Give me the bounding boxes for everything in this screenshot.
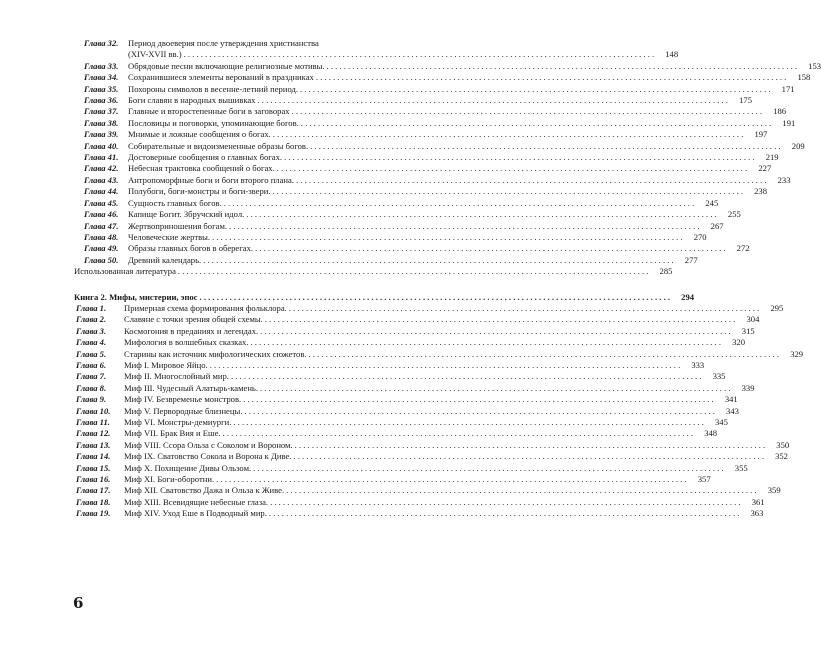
toc-leader-dots — [233, 417, 704, 428]
toc-entry-title: Пословицы и поговорки, упоминающие богов. — [128, 117, 299, 128]
toc-leader-dots — [257, 95, 728, 106]
toc-entry-title-cont: (XIV-XVII вв.) — [128, 49, 182, 60]
chapter-label: Глава 8. — [76, 382, 107, 393]
toc-leader-dots — [293, 451, 764, 462]
book-page: 294 — [681, 291, 695, 302]
toc-entry-page: 219 — [765, 152, 779, 163]
toc-entry-page: 335 — [712, 371, 726, 382]
toc-entry-title: Старины как источник мифологических сюжетов. — [124, 348, 307, 359]
toc-entry-row[interactable] — [74, 371, 726, 382]
toc-entry-page: 339 — [741, 382, 755, 393]
toc-entry-page: 315 — [741, 325, 755, 336]
toc-entry-page: 267 — [710, 220, 724, 231]
toc-entry-page: 148 — [665, 49, 679, 60]
chapter-label: Глава 13. — [76, 439, 111, 450]
toc-entry-title: Миф II. Многослойный мир. — [124, 371, 229, 382]
toc-leader-dots — [310, 141, 781, 152]
chapter-label: Глава 41. — [84, 152, 119, 163]
toc-entry-row[interactable] — [74, 405, 739, 417]
toc-entry-row[interactable] — [74, 337, 745, 348]
toc-entry-row[interactable] — [74, 359, 705, 371]
toc-leader-dots — [296, 175, 767, 186]
toc-leader-dots — [184, 49, 655, 60]
chapter-label: Глава 35. — [84, 83, 119, 94]
toc-leader-dots — [224, 198, 695, 209]
chapter-label: Глава 17. — [76, 485, 111, 496]
chapter-label: Глава 12. — [76, 428, 111, 439]
chapter-label: Глава 45. — [84, 197, 119, 208]
toc-leader-dots — [270, 497, 741, 508]
toc-entry-title: Славяне с точки зрения общей схемы. — [124, 314, 263, 325]
toc-entry-title: Боги славян в народных вышивках — [128, 95, 256, 106]
chapter-label: Глава 19. — [76, 508, 111, 519]
toc-entry-title: Миф III. Чудесный Алатырь-камень. — [124, 382, 258, 393]
toc-entry-page: 158 — [797, 72, 811, 83]
chapter-label: Глава 15. — [76, 462, 111, 473]
toc-entry-title: Жертвоприношения богам. — [128, 220, 228, 231]
toc-leader-dots — [300, 84, 771, 95]
toc-entry-row[interactable] — [74, 243, 750, 254]
toc-entry-page: 233 — [777, 174, 791, 185]
toc-entry-title: Мифология в волшебных сказках. — [124, 337, 249, 348]
toc-leader-dots — [216, 474, 687, 485]
chapter-label: Глава 4. — [76, 337, 107, 348]
toc-entry-title: Миф V. Первородные близнецы. — [124, 405, 243, 416]
toc-leader-dots — [210, 360, 681, 371]
toc-entry-title: Главные и второстепенные боги в заговорах — [128, 106, 290, 117]
chapter-label: Глава 32. — [84, 38, 119, 48]
chapter-label: Глава 46. — [84, 209, 119, 220]
toc-entry-page: 191 — [782, 117, 796, 128]
toc-entry-page: 361 — [751, 496, 765, 507]
chapter-label: Глава 7. — [76, 371, 107, 382]
toc-entry-row[interactable] — [74, 462, 748, 474]
toc-entry-title: Капище Богит. Збручский идол. — [128, 209, 245, 220]
toc-leader-dots — [212, 232, 683, 243]
toc-entry-row[interactable] — [74, 106, 787, 117]
chapter-label: Глава 9. — [76, 394, 107, 405]
toc-leader-dots — [255, 243, 726, 254]
toc-entry-page: 343 — [726, 405, 739, 416]
toc-entry-page: 255 — [727, 209, 741, 220]
toc-entry-title: Период двоеверия после утверждения христианства — [128, 38, 319, 48]
chapter-label: Глава 14. — [76, 451, 111, 462]
toc-entry-title: Миф I. Мировое Яйцо. — [124, 359, 208, 370]
toc-entry-row[interactable] — [74, 314, 760, 325]
toc-entry-row[interactable] — [74, 209, 741, 220]
toc-entry-page: 245 — [705, 197, 719, 208]
toc-leader-dots — [289, 303, 760, 314]
toc-entry-title: Миф XI. Боги-оборотни. — [124, 474, 215, 485]
toc-entry-title: Миф VI. Монстры-демиурги. — [124, 417, 232, 427]
section-gap — [74, 278, 428, 292]
toc-leader-dots — [327, 61, 798, 72]
chapter-label: Глава 18. — [76, 496, 111, 507]
toc-entry-page: 238 — [754, 186, 768, 197]
chapter-label: Глава 3. — [76, 325, 107, 336]
toc-entry-row[interactable] — [74, 38, 428, 49]
chapter-label: Глава 37. — [84, 106, 119, 117]
toc-entry-title: Космогония в преданиях и легендах. — [124, 325, 259, 336]
toc-entry-page: 341 — [724, 394, 738, 405]
toc-entry-row[interactable] — [74, 174, 791, 186]
toc-entry-continuation — [74, 49, 679, 60]
chapter-label: Глава 36. — [84, 95, 119, 106]
chapter-label: Глава 40. — [84, 140, 119, 151]
toc-leader-dots — [309, 349, 780, 360]
toc-entry-row[interactable] — [74, 95, 752, 106]
chapter-label: Глава 50. — [84, 254, 119, 265]
toc-entry-title: Использованная литература — [74, 266, 176, 277]
toc-entry-row[interactable] — [74, 382, 755, 394]
toc-leader-dots — [260, 383, 731, 394]
toc-entry-page: 171 — [781, 83, 795, 94]
toc-leader-dots — [260, 326, 731, 337]
toc-entry-title: Миф VIII. Ссора Ольза с Соколом и Вороном. — [124, 439, 293, 450]
chapter-label: Глава 38. — [84, 117, 119, 128]
chapter-label: Глава 11. — [76, 417, 110, 427]
toc-entry-title: Сущность главных богов. — [128, 197, 222, 208]
chapter-label: Глава 48. — [84, 231, 119, 242]
toc-leader-dots — [231, 371, 702, 382]
chapter-label: Глава 42. — [84, 163, 119, 174]
toc-entry-row[interactable] — [74, 439, 790, 451]
toc-leader-dots — [265, 314, 736, 325]
toc-leader-dots — [250, 337, 721, 348]
toc-entry-row[interactable] — [74, 152, 779, 163]
chapter-label: Глава 5. — [76, 348, 107, 359]
toc-entry-page: 272 — [736, 243, 750, 254]
book-title: Книга 2. Мифы, мистерии, эпос — [74, 291, 198, 302]
toc-entry-title: Мнимые и ложные сообщения о богах. — [128, 129, 271, 140]
toc-entry-row[interactable] — [74, 302, 784, 314]
toc-entry-page: 363 — [750, 508, 764, 519]
toc-entry-row[interactable] — [74, 348, 804, 360]
toc-literature-row[interactable] — [74, 266, 673, 277]
chapter-label: Глава 49. — [84, 243, 119, 254]
toc-entry-title: Полубоги, боги-монстры и боги-звери. — [128, 186, 271, 197]
toc-leader-dots — [277, 163, 748, 174]
toc-entry-title: Миф X. Похищение Дивы Ользом. — [124, 462, 252, 473]
chapter-label: Глава 33. — [84, 60, 119, 71]
toc-entry-page: 304 — [746, 314, 760, 325]
toc-entry-page: 285 — [659, 266, 673, 277]
chapter-label: Глава 16. — [76, 474, 111, 485]
toc-entry-row[interactable] — [74, 451, 788, 462]
toc-entry-page: 270 — [693, 231, 707, 242]
toc-entry-title: Небесная трактовка сообщений о богах. — [128, 163, 275, 174]
toc-leader-dots — [243, 394, 714, 405]
toc-entry-title: Обрядовые песни включающие религиозные мотивы. — [128, 60, 325, 71]
toc-entry-page: 186 — [773, 106, 787, 117]
toc-entry-title: Человеческие жертвы. — [128, 231, 211, 242]
toc-entry-row[interactable] — [74, 325, 755, 337]
toc-entry-row[interactable] — [74, 485, 781, 496]
toc-leader-dots — [273, 129, 744, 140]
toc-leader-dots — [273, 186, 744, 197]
chapter-label: Глава 47. — [84, 220, 119, 231]
toc-entry-title: Собирательные и видоизмененные образы богов. — [128, 140, 309, 151]
toc-entry-title: Миф VII. Брак Вия и Еше. — [124, 428, 221, 439]
chapter-label: Глава 2. — [76, 314, 107, 325]
toc-entry-title: Образы главных богов в оберегах. — [128, 243, 254, 254]
table-of-contents — [74, 38, 821, 520]
toc-entry-page: 295 — [770, 302, 784, 313]
toc-leader-dots — [316, 72, 787, 83]
toc-entry-title: Похороны символов в весенне-летний период. — [128, 83, 299, 94]
page-number: 6 — [73, 594, 84, 612]
toc-entry-row[interactable] — [74, 231, 707, 243]
toc-leader-dots — [178, 266, 649, 277]
toc-entry-page: 329 — [790, 348, 804, 359]
toc-entry-page: 153 — [808, 60, 821, 71]
toc-leader-dots — [253, 463, 724, 474]
toc-entry-title: Сохранившиеся элементы верований в праздниках — [128, 72, 314, 83]
toc-entry-row[interactable] — [74, 474, 711, 485]
toc-entry-row[interactable] — [74, 508, 764, 519]
toc-entry-row[interactable] — [74, 220, 724, 232]
toc-entry-page: 359 — [767, 485, 781, 496]
toc-entry-page: 350 — [776, 439, 790, 450]
toc-leader-dots — [203, 255, 674, 266]
chapter-label: Глава 6. — [76, 359, 107, 370]
toc-leader-dots — [200, 292, 671, 303]
toc-leader-dots — [244, 406, 715, 417]
toc-entry-row[interactable] — [74, 428, 718, 439]
toc-entry-title: Примерная схема формирования фольклора. — [124, 302, 287, 313]
toc-entry-page: 352 — [775, 451, 788, 462]
toc-entry-page: 320 — [732, 337, 745, 348]
toc-leader-dots — [269, 508, 740, 519]
toc-entry-title: Достоверные сообщения о главных богах. — [128, 152, 283, 163]
toc-leader-dots — [286, 485, 757, 496]
toc-entry-row[interactable] — [74, 129, 768, 140]
toc-entry-title: Миф XII. Сватовство Дажа и Ольза к Живе. — [124, 485, 285, 496]
toc-leader-dots — [284, 152, 755, 163]
toc-leader-dots — [292, 106, 763, 117]
toc-entry-page: 227 — [758, 163, 772, 174]
toc-leader-dots — [246, 209, 717, 220]
toc-entry-page: 277 — [684, 254, 698, 265]
toc-entry-row[interactable] — [74, 496, 765, 508]
toc-entry-row[interactable] — [74, 140, 805, 152]
toc-entry-title: Миф IX. Сватовство Сокола и Ворона к Диве. — [124, 451, 292, 462]
toc-entry-page: 197 — [754, 129, 768, 140]
chapter-label: Глава 10. — [76, 405, 111, 416]
toc-entry-title: Миф IV. Безвременье монстров. — [124, 394, 242, 405]
toc-entry-title: Миф XIV. Уход Еше в Подводный мир. — [124, 508, 267, 519]
toc-leader-dots — [223, 428, 694, 439]
toc-entry-row[interactable] — [74, 117, 796, 129]
toc-entry-title: Антропоморфные боги и боги второго плана. — [128, 174, 294, 185]
chapter-label: Глава 44. — [84, 186, 119, 197]
toc-entry-row[interactable] — [74, 197, 719, 209]
toc-entry-title: Древний календарь. — [128, 254, 202, 265]
chapter-label: Глава 39. — [84, 129, 119, 140]
toc-entry-page: 345 — [714, 417, 728, 427]
toc-leader-dots — [229, 221, 700, 232]
toc-book-heading[interactable] — [74, 291, 695, 303]
toc-entry-page: 175 — [739, 95, 752, 106]
toc-entry-page: 333 — [691, 359, 705, 370]
chapter-label: Глава 1. — [76, 302, 107, 313]
toc-entry-row[interactable] — [74, 83, 795, 95]
toc-entry-row[interactable] — [74, 60, 821, 72]
chapter-label: Глава 43. — [84, 174, 119, 185]
toc-leader-dots — [301, 118, 772, 129]
toc-entry-row[interactable] — [74, 254, 698, 266]
chapter-label: Глава 34. — [84, 72, 119, 83]
toc-entry-row[interactable] — [74, 186, 768, 197]
toc-entry-page: 209 — [791, 140, 805, 151]
toc-entry-page: 355 — [734, 462, 748, 473]
toc-entry-row[interactable] — [74, 72, 811, 83]
toc-entry-row[interactable] — [74, 163, 772, 174]
toc-entry-page: 357 — [697, 474, 711, 485]
toc-part-2 — [74, 302, 804, 520]
toc-entry-row[interactable] — [74, 394, 738, 405]
toc-entry-page: 348 — [704, 428, 718, 439]
toc-entry-row[interactable] — [74, 417, 728, 428]
toc-part-1 — [74, 38, 821, 266]
toc-entry-title: Миф XIII. Всевидящие небесные глаза. — [124, 496, 269, 507]
toc-leader-dots — [295, 440, 766, 451]
